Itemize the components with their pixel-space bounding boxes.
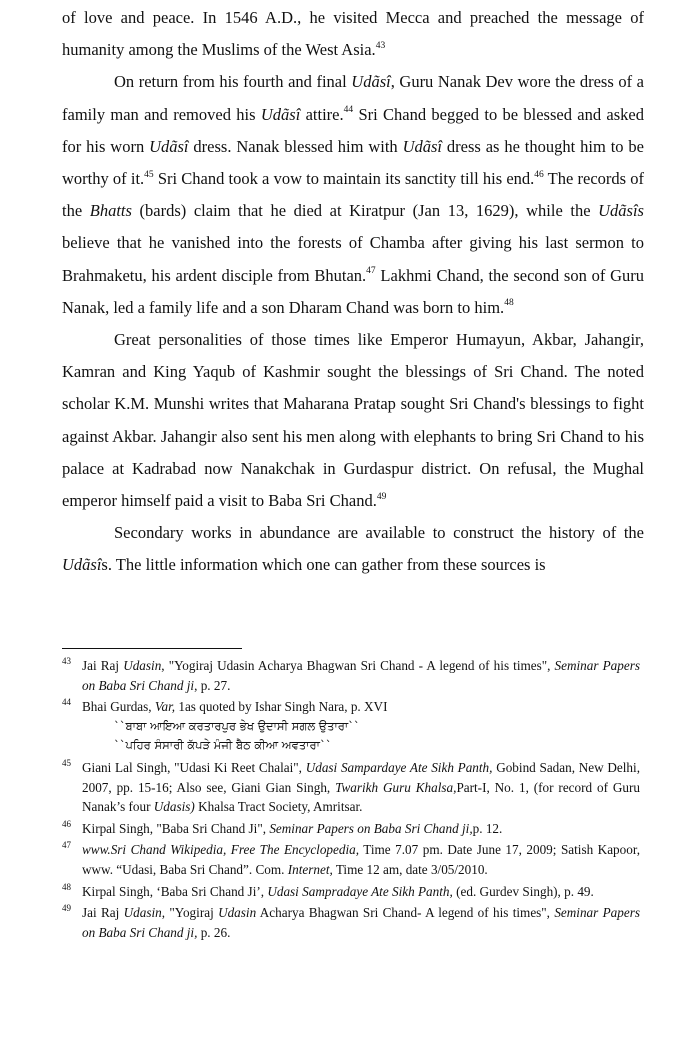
footnote-reference: 44 bbox=[343, 105, 354, 116]
footnote-reference: 46 bbox=[534, 169, 544, 180]
italic-text: Udasin bbox=[218, 905, 257, 921]
italic-text: Udãsî bbox=[149, 136, 189, 156]
footnote-text bbox=[82, 658, 640, 693]
footnote-text bbox=[82, 905, 640, 940]
text-run: s. The little information which one can gather from these sources is bbox=[101, 555, 546, 575]
text-run: Lakhmi Chand, the second son of Guru Nanak, led a family life and a son Dharam Chand was born to him. bbox=[62, 265, 644, 317]
text-run: dress. Nanak blessed him with bbox=[188, 136, 403, 156]
text-run: Kirpal Singh, "Baba Sri Chand Ji", bbox=[82, 820, 270, 836]
text-run: Secondary works in abundance are available to construct the history of the bbox=[114, 523, 644, 543]
text-run: believe that he vanished into the forests of Chamba after giving his last sermon to Brahmaketu, his ardent disciple from Bhutan. bbox=[62, 233, 644, 285]
text-run: Kirpal Singh, ‘Baba Sri Chand Ji’, bbox=[82, 883, 268, 899]
footnote bbox=[62, 819, 640, 839]
footnote-number: 45 bbox=[62, 757, 71, 768]
footnote-number: 47 bbox=[62, 840, 71, 851]
text-run: Giani Lal Singh, "Udasi Ki Reet Chalai", bbox=[82, 759, 306, 775]
footnote bbox=[62, 882, 640, 902]
italic-text: Bhatts bbox=[89, 201, 132, 221]
text-run: (ed. Gurdev Singh), p. 49. bbox=[452, 883, 594, 899]
text-run: Jai Raj bbox=[82, 658, 124, 673]
footnote-text bbox=[82, 699, 387, 714]
italic-text: Udasi Sampardaye Ate Sikh Panth, bbox=[305, 759, 493, 775]
text-run: attire. bbox=[300, 104, 344, 124]
text-run: p. 12. bbox=[472, 820, 503, 836]
footnote-text bbox=[82, 760, 640, 814]
text-run: Khalsa Tract Society, Amritsar. bbox=[194, 799, 363, 815]
text-run: Gobind Sadan, New Delhi, 2007, pp. 15-16; Also see, Giani Gian Singh, bbox=[82, 759, 640, 795]
italic-text: Udasin bbox=[123, 658, 162, 673]
footnote-number: 44 bbox=[62, 697, 71, 708]
text-run: Sri Chand took a vow to maintain its sanctity till his end. bbox=[153, 169, 535, 189]
footnote-number: 43 bbox=[62, 656, 71, 666]
gurmukhi-verse-line: ``ਬਾਬਾ ਆਇਆ ਕਰਤਾਰਪੁਰ ਭੇਖ ਉਦਾਸੀ ਸਗਲ ਉਤਾਰਾ`` bbox=[114, 718, 360, 733]
footnote bbox=[62, 840, 640, 879]
italic-text: Udãsî bbox=[351, 72, 391, 92]
paragraph bbox=[62, 66, 644, 324]
footnote-reference: 45 bbox=[144, 169, 154, 180]
text-run: (bards) claim that he died at Kiratpur (Jan 13, 1629), while the bbox=[131, 201, 599, 221]
paragraph bbox=[62, 2, 644, 66]
footnote bbox=[62, 697, 640, 756]
text-run: Great personalities of those times like Emperor Humayun, Akbar, Jahangir, Kamran and King Yaqub of Kashmir sought the blessings of Sri Chand. The noted scholar K.M. Munshi writes that Maharana Pratap sought Sri Chand's blessings to fight against Akbar. Jahangir also sent his men along with elephants to bring Sri Chand to his palace at Kadrabad now Nanakchak in Gurdaspur district. On refusal, the Mughal emperor himself paid a visit to Baba Sri Chand. bbox=[62, 330, 644, 511]
italic-text: Seminar Papers on Baba Sri Chand ji bbox=[82, 658, 640, 693]
footnote-reference: 49 bbox=[376, 491, 387, 502]
text-run: Sri Chand begged to be blessed and asked for his worn bbox=[62, 104, 644, 156]
text-run: On return from his fourth and final bbox=[114, 72, 352, 92]
footnote-reference: 43 bbox=[375, 40, 386, 51]
footnote-number: 46 bbox=[62, 818, 71, 829]
text-run: dress as he thought him to be worthy of it. bbox=[62, 136, 644, 189]
italic-text: Udasis) bbox=[153, 799, 195, 815]
footnote-number: 49 bbox=[62, 903, 71, 914]
footnote bbox=[62, 656, 640, 695]
text-run: p. 26. bbox=[197, 924, 231, 940]
footnote-reference: 47 bbox=[366, 266, 376, 277]
italic-text: Udãsî bbox=[62, 555, 102, 575]
italic-text: Var, bbox=[154, 699, 176, 715]
text-run: Time 12 am, date 3/05/2010. bbox=[332, 861, 488, 877]
gurmukhi-verse-line: ``ਪਹਿਰ ਸੰਸਾਰੀ ਕੱਪੜੇ ਮੰਜੀ ਬੈਠ ਕੀਆ ਅਵਤਾਰਾ`` bbox=[114, 738, 332, 753]
italic-text: www.Sri Chand Wikipedia, Free The Encyclopedia, bbox=[82, 842, 360, 858]
italic-text: Seminar Papers on Baba Sri Chand ji, bbox=[82, 905, 640, 940]
footnote-text bbox=[82, 842, 640, 877]
footnotes bbox=[62, 656, 640, 944]
text-run: , Guru Nanak Dev wore the dress of a family man and removed his bbox=[62, 72, 644, 124]
italic-text: Seminar Papers on Baba Sri Chand ji, bbox=[269, 820, 473, 836]
text-run: of love and peace. In 1546 A.D., he visited Mecca and preached the message of humanity among the Muslims of the West Asia. bbox=[62, 8, 644, 60]
text-run: Time 7.07 pm. Date June 17, 2009; Satish Kapoor, www. “Udasi, Baba Sri Chand”. Com. bbox=[82, 842, 640, 877]
italic-text: Udãsîs bbox=[598, 201, 644, 221]
italic-text: Twarikh Guru Khalsa, bbox=[335, 779, 457, 795]
footnote-reference: 48 bbox=[504, 298, 514, 309]
text-run: 1as quoted by Ishar Singh Nara, p. XVI bbox=[175, 699, 388, 715]
text-run: Acharya Bhagwan Sri Chand- A legend of his times", bbox=[256, 905, 555, 921]
body-text bbox=[62, 2, 644, 582]
footnote-text bbox=[82, 821, 502, 836]
italic-text: Udasi Sampradaye Ate Sikh Panth, bbox=[267, 883, 453, 899]
text-run: , p. 27. bbox=[194, 677, 231, 693]
footnote bbox=[62, 758, 640, 817]
italic-text: Internet, bbox=[287, 861, 333, 877]
text-run: The records of the bbox=[62, 169, 644, 221]
footnote-text bbox=[82, 884, 594, 899]
text-run: Bhai Gurdas, bbox=[82, 699, 155, 715]
text-run: , "Yogiraj Udasin Acharya Bhagwan Sri Chand - A legend of his times", bbox=[161, 658, 555, 673]
footnote-separator bbox=[62, 648, 242, 649]
paragraph bbox=[62, 517, 644, 581]
italic-text: Udasin bbox=[123, 905, 162, 921]
footnote-number: 48 bbox=[62, 881, 71, 892]
text-run: , "Yogiraj bbox=[161, 905, 219, 921]
paragraph bbox=[62, 324, 644, 517]
italic-text: Udãsî bbox=[260, 104, 301, 124]
text-run: Jai Raj bbox=[82, 905, 124, 921]
text-run: Part-I, No. 1, (for record of Guru Nanak’s four bbox=[82, 779, 640, 815]
italic-text: Udãsî bbox=[402, 136, 442, 156]
footnote bbox=[62, 903, 640, 942]
